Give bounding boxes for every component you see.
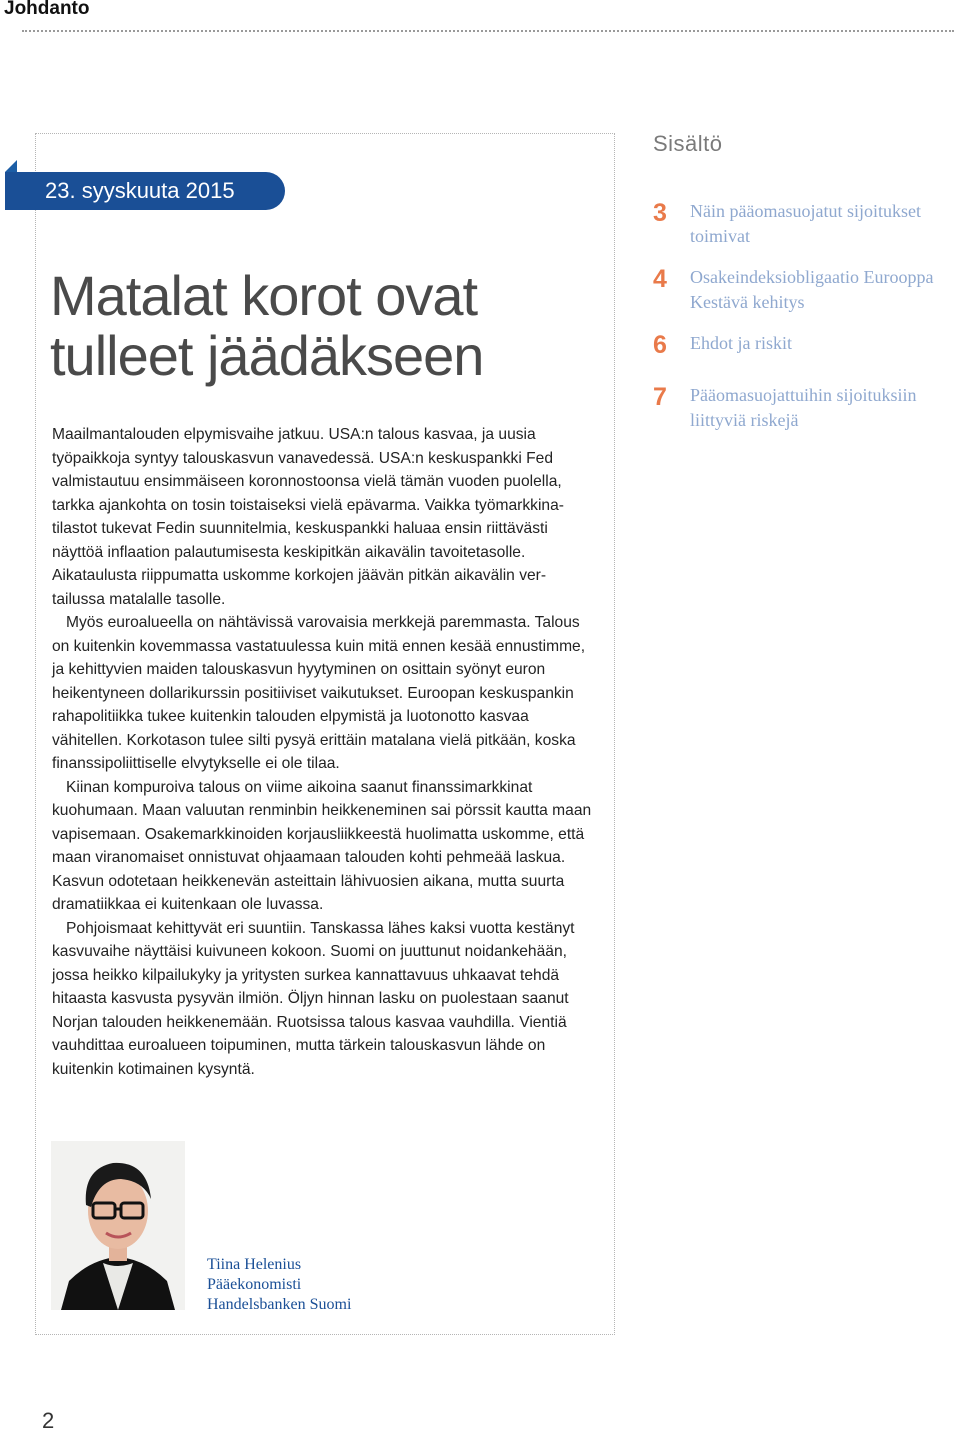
date-tab-fold — [5, 160, 17, 172]
author-credit — [207, 1255, 351, 1315]
section-title: Johdanto — [4, 0, 90, 19]
toc-item-text: Pääomasuojattuihin sijoituksiin liittyviä riskejä — [690, 385, 917, 430]
article-body — [52, 423, 592, 1081]
date-tab: 23. syyskuuta 2015 — [5, 172, 285, 210]
toc-item-number: 4 — [653, 265, 667, 293]
toc-item-text: Näin pääomasuojatut sijoitukset toimivat — [690, 201, 921, 246]
article-paragraph: Pohjoismaat kehittyvät eri suuntiin. Tanskassa lähes kaksi vuotta kestänyt kasvuvaihe näyttäisi kuivuneen kokoon. Suomi on juuttunut noidankehään, jossa heikko kilpailukyky ja yritysten surkea kannattavuus uhkaavat tehdä hitaasta kasvusta pysyvän ilmiön. Öljyn hinnan lasku on puolestaan saanut Norjan talouden heikkenemään. Ruotsissa talous kasvaa vauhdilla. Vientiä vauhdittaa euroalueen toipuminen, mutta tärkein talouskasvun lähde on kuitenkin kotimainen kysyntä. — [52, 919, 575, 1078]
article-paragraph: Maailmantalouden elpymisvaihe jatkuu. USA:n talous kasvaa, ja uusia työpaikkoja syntyy talouskasvun vanavedessä. USA:n keskuspankki Fed valmistautuu ensimmäiseen koronnostoonsa vielä tämän vuoden puolella, tarkka ajankohta on tosin toistaiseksi vielä epävarma. Vaikka työmarkkinatilastot tukevat Fedin suunnitelmia, keskuspankki haluaa ensin riittävästi näyttöä inflaation palautumisesta keskipitkän aikavälin tavoitetasolle. Aikataulusta riippumatta uskomme korkojen jäävän pitkän aikavälin vertailussa matalalle tasolle. — [52, 426, 564, 608]
toc-item-text: Ehdot ja riskit — [690, 333, 792, 353]
toc-item-number: 3 — [653, 199, 667, 227]
page-number: 2 — [42, 1408, 55, 1433]
author-portrait — [51, 1141, 185, 1310]
article-paragraph: Kiinan kompuroiva talous on viime aikoina saanut finanssimarkkinat kuohumaan. Maan valuutan renminbin heikkeneminen sai pörssit kautta maan vapisemaan. Osakemarkkinoiden korjausliikkeestä huolimatta uskomme, että maan viranomaiset onnistuvat ohjaamaan talouden kohti pehmeää laskua. Kasvun odotetaan heikkenevän asteittain lähivuosien aikana, mutta suurta dramatiikkaa ei kuitenkaan ole luvassa. — [52, 778, 592, 913]
author-company: Handelsbanken Suomi — [207, 1296, 352, 1313]
author-role: Pääekonomisti — [207, 1276, 302, 1293]
toc-item-number: 7 — [653, 383, 667, 411]
headline-line-1: Matalat korot ovat — [50, 264, 478, 327]
article-headline — [50, 266, 590, 386]
toc-item-number: 6 — [653, 331, 667, 359]
toc-title: Sisältö — [653, 131, 723, 156]
toc-item-text: Osakeindeksiobligaatio Eurooppa Kestävä kehitys — [690, 267, 934, 312]
headline-line-2: tulleet jäädäkseen — [50, 324, 484, 387]
author-portrait-image — [51, 1141, 185, 1310]
author-name: Tiina Helenius — [207, 1256, 302, 1273]
article-paragraph: Myös euroalueella on nähtävissä varovaisia merkkejä paremmasta. Talous on kuitenkin kovemmassa vastatuulessa kuin mitä ennen kesää ennustimme, ja kehittyvien maiden talouskasvun hyytyminen on osittain syönyt euron heikentyneen dollarikurssin positiiviset vaikutukset. Euroopan keskuspankin rahapolitiikka tukee kuitenkin talouden elpymistä ja luotonotto kasvaa vähitellen. Korkotason tulee silti pysyä erittäin matalana vielä pitkään, koska finanssipoliittiselle elvytykselle ei ole tilaa. — [52, 614, 586, 772]
header-divider — [22, 30, 954, 32]
